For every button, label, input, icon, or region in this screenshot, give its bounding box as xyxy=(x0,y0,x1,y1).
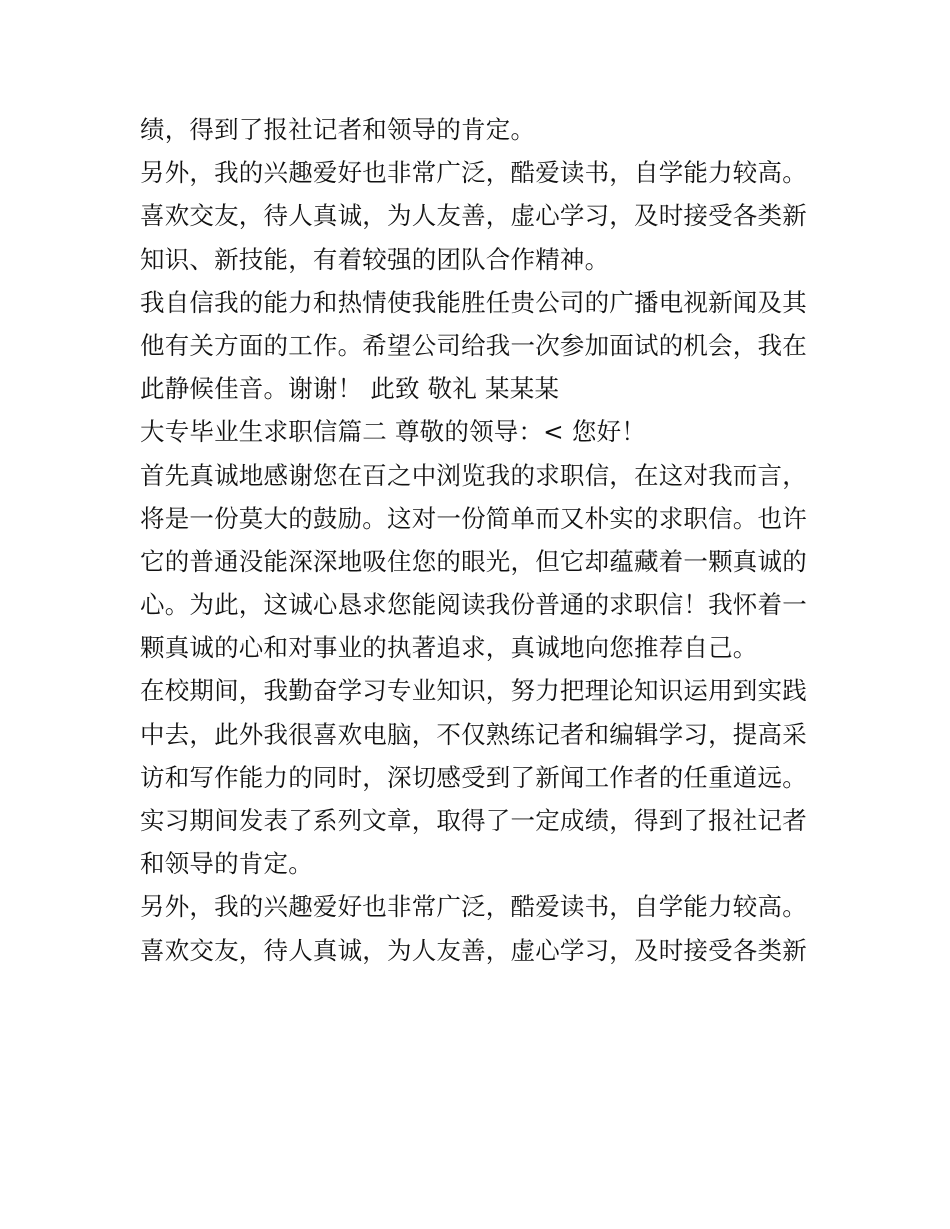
text-line: 另外，我的兴趣爱好也非常广泛，酷爱读书，自学能力较高。 xyxy=(140,158,807,188)
text-line: 知识、新技能，有着较强的团队合作精神。 xyxy=(140,244,610,274)
text-line: 另外，我的兴趣爱好也非常广泛，酷爱读书，自学能力较高。 xyxy=(140,892,807,922)
text-line: 访和写作能力的同时，深切感受到了新闻工作者的任重道远。 xyxy=(140,762,807,792)
text-line: 我自信我的能力和热情使我能胜任贵公司的广播电视新闻及其 xyxy=(140,287,807,317)
text-line: 绩，得到了报社记者和领导的肯定。 xyxy=(140,115,536,144)
text-line: 喜欢交友，待人真诚，为人友善，虚心学习，及时接受各类新 xyxy=(140,935,807,965)
document-body xyxy=(140,108,820,972)
text-line: 中去，此外我很喜欢电脑，不仅熟练记者和编辑学习，提高采 xyxy=(140,719,807,749)
text-line: 实习期间发表了系列文章，取得了一定成绩，得到了报社记者 xyxy=(140,806,807,835)
text-line: 它的普通没能深深地吸住您的眼光，但它却蕴藏着一颗真诚的 xyxy=(140,546,807,576)
text-line: 和领导的肯定。 xyxy=(140,849,313,879)
section-heading-line: 大专毕业生求职信篇二 尊敬的领导：< 您好！ xyxy=(140,417,647,447)
text-line: 他有关方面的工作。希望公司给我一次参加面试的机会，我在 xyxy=(140,330,807,360)
text-line: 此静候佳音。谢谢！ 此致 敬礼 某某某 xyxy=(140,374,560,404)
text-line: 喜欢交友，待人真诚，为人友善，虚心学习，及时接受各类新 xyxy=(140,201,807,231)
text-line: 将是一份莫大的鼓励。这对一份简单而又朴实的求职信。也许 xyxy=(140,503,807,533)
text-line: 在校期间，我勤奋学习专业知识，努力把理论知识运用到实践 xyxy=(140,676,807,706)
text-line: 首先真诚地感谢您在百之中浏览我的求职信，在这对我而言， xyxy=(140,460,807,490)
text-line: 颗真诚的心和对事业的执著追求，真诚地向您推荐自己。 xyxy=(140,633,758,663)
text-line: 心。为此，这诚心恳求您能阅读我份普通的求职信！我怀着一 xyxy=(140,590,807,620)
